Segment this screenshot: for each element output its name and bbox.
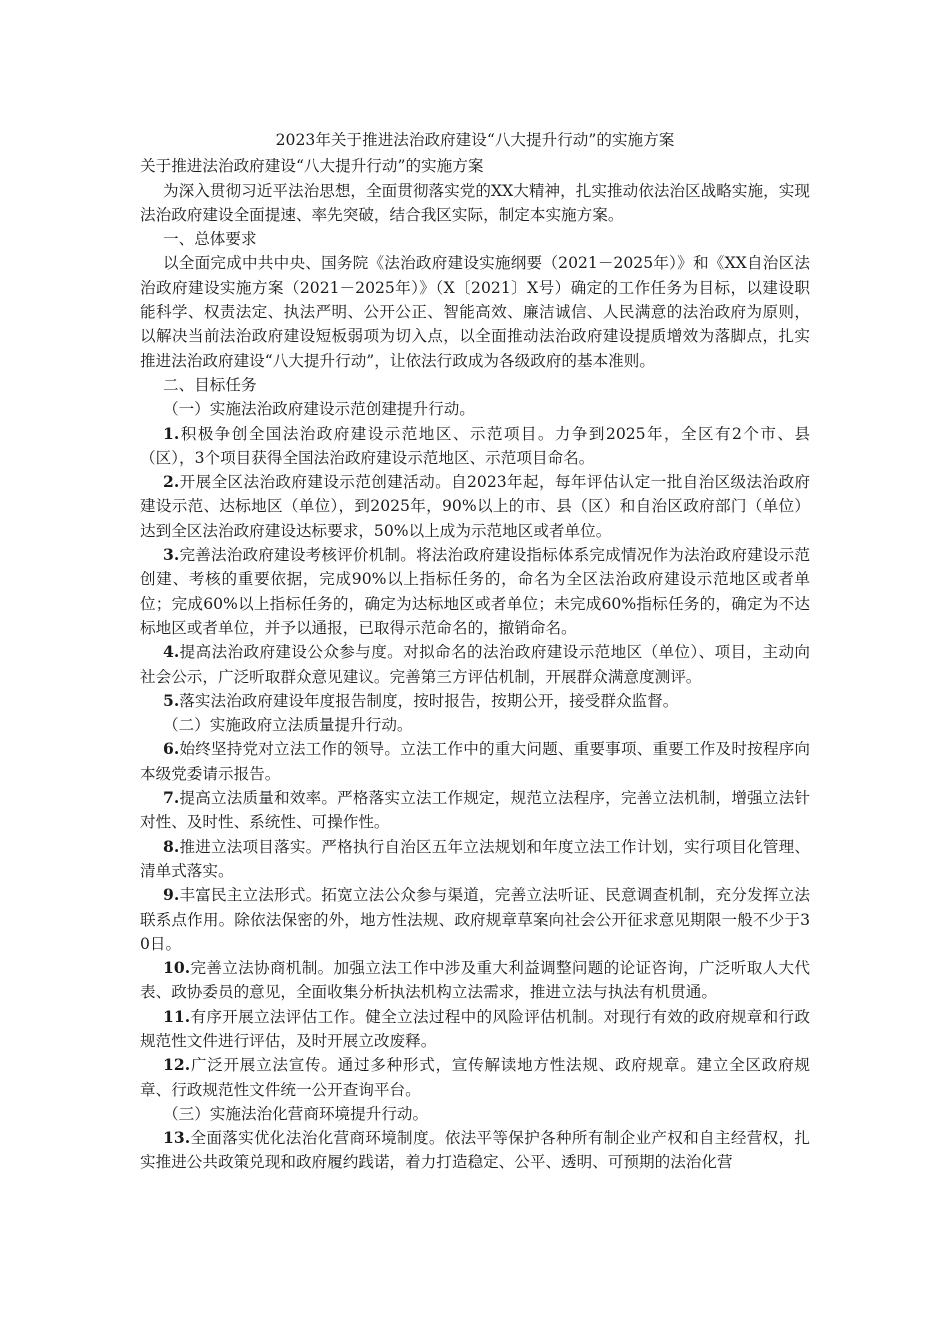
item-number: 1. bbox=[163, 423, 180, 443]
list-item bbox=[140, 470, 810, 543]
section1-heading: 一、总体要求 bbox=[163, 230, 257, 249]
item-number: 6. bbox=[163, 739, 180, 759]
item-text: 开展全区法治政府建设示范创建活动。自2023年起，每年评估认定一批自治区级法治政府建设示范、达标地区（单位），到2025年，90%以上的市、县（区）和自治区政府部门（单位）达到全区法治政府建设达标要求，50%以上成为示范地区或者单位。 bbox=[140, 473, 810, 540]
item-number: 10. bbox=[163, 958, 191, 978]
item-text: 落实法治政府建设年度报告制度，按时报告，按期公开，接受群众监督。 bbox=[179, 691, 679, 710]
list-item bbox=[140, 1005, 810, 1054]
item-text: 全面落实优化法治化营商环境制度。依法平等保护各种所有制企业产权和自主经营权，扎实推进公共政策兑现和政府履约践诺，着力打造稳定、公平、透明、可预期的法治化营 bbox=[140, 1129, 810, 1172]
list-item bbox=[140, 689, 810, 713]
items-group-1 bbox=[140, 422, 810, 714]
section2-heading: 二、目标任务 bbox=[163, 375, 257, 394]
item-number: 11. bbox=[163, 1006, 191, 1026]
items-group-3 bbox=[140, 1126, 810, 1175]
intro-paragraph: 为深入贯彻习近平法治思想，全面贯彻落实党的XX大精神，扎实推动依法治区战略实施，实现法治政府建设全面提速、率先突破，结合我区实际，制定本实施方案。 bbox=[140, 181, 810, 224]
item-text: 完善立法协商机制。加强立法工作中涉及重大利益调整问题的论证咨询，广泛听取人大代表、政协委员的意见，全面收集分析执法机构立法需求，推进立法与执法有机贯通。 bbox=[140, 959, 810, 1002]
subsection2-heading: （二）实施政府立法质量提升行动。 bbox=[163, 716, 413, 735]
list-item bbox=[140, 786, 810, 835]
item-text: 提高法治政府建设公众参与度。对拟命名的法治政府建设示范地区（单位）、项目，主动向社会公示，广泛听取群众意见建议。完善第三方评估机制，开展群众满意度测评。 bbox=[140, 643, 810, 686]
list-item bbox=[140, 956, 810, 1005]
document-title: 2023年关于推进法治政府建设“八大提升行动”的实施方案 bbox=[275, 131, 675, 149]
list-item bbox=[140, 1053, 810, 1102]
list-item bbox=[140, 543, 810, 640]
subsection3-heading: （三）实施法治化营商环境提升行动。 bbox=[163, 1104, 429, 1123]
list-item bbox=[140, 883, 810, 956]
item-number: 12. bbox=[163, 1055, 191, 1075]
item-text: 积极争创全国法治政府建设示范地区、示范项目。力争到2025年，全区有2个市、县（区），3个项目获得全国法治政府建设示范地区、示范项目命名。 bbox=[140, 424, 810, 467]
item-text: 推进立法项目落实。严格执行自治区五年立法规划和年度立法工作计划，实行项目化管理、清单式落实。 bbox=[140, 837, 810, 880]
items-group-2 bbox=[140, 737, 810, 1101]
document-subtitle: 关于推进法治政府建设“八大提升行动”的实施方案 bbox=[140, 157, 484, 176]
section1-body: 以全面完成中共中央、国务院《法治政府建设实施纲要（2021－2025年）》和《XX自治区法治政府建设实施方案（2021－2025年）》（X〔2021〕X号）确定的工作任务为目标，以建设职能科学、权责法定、执法严明、公开公正、智能高效、廉洁诚信、人民满意的法治政府为原则，以解决当前法治政府建设短板弱项为切入点，以全面推动法治政府建设提质增效为落脚点，扎实推进法治政府建设“八大提升行动”，让依法行政成为各级政府的基本准则。 bbox=[140, 254, 810, 370]
list-item bbox=[140, 422, 810, 471]
document-body bbox=[140, 128, 810, 1175]
item-number: 5. bbox=[163, 690, 180, 710]
item-text: 有序开展立法评估工作。健全立法过程中的风险评估机制。对现行有效的政府规章和行政规范性文件进行评估，及时开展立改废释。 bbox=[140, 1007, 810, 1050]
item-text: 丰富民主立法形式。拓宽立法公众参与渠道，完善立法听证、民意调查机制，充分发挥立法联系点作用。除依法保密的外，地方性法规、政府规章草案向社会公开征求意见期限一般不少于30日。 bbox=[140, 886, 810, 953]
item-text: 提高立法质量和效率。严格落实立法工作规定，规范立法程序，完善立法机制，增强立法针对性、及时性、系统性、可操作性。 bbox=[140, 789, 810, 832]
item-text: 完善法治政府建设考核评价机制。将法治政府建设指标体系完成情况作为法治政府建设示范创建、考核的重要依据，完成90%以上指标任务的，命名为全区法治政府建设示范地区或者单位；完成60%以上指标任务的，确定为达标地区或者单位；未完成60%指标任务的，确定为不达标地区或者单位，并予以通报，已取得示范命名的，撤销命名。 bbox=[140, 546, 810, 637]
list-item bbox=[140, 640, 810, 689]
item-text: 始终坚持党对立法工作的领导。立法工作中的重大问题、重要事项、重要工作及时按程序向本级党委请示报告。 bbox=[140, 740, 810, 783]
item-number: 8. bbox=[163, 836, 180, 856]
list-item bbox=[140, 737, 810, 786]
item-number: 7. bbox=[163, 788, 180, 808]
item-text: 广泛开展立法宣传。通过多种形式，宣传解读地方性法规、政府规章。建立全区政府规章、行政规范性文件统一公开查询平台。 bbox=[140, 1056, 810, 1099]
list-item bbox=[140, 835, 810, 884]
list-item bbox=[140, 1126, 810, 1175]
item-number: 3. bbox=[163, 545, 180, 565]
item-number: 13. bbox=[163, 1128, 191, 1148]
item-number: 2. bbox=[163, 472, 180, 492]
item-number: 9. bbox=[163, 885, 180, 905]
subsection1-heading: （一）实施法治政府建设示范创建提升行动。 bbox=[163, 400, 475, 419]
item-number: 4. bbox=[163, 642, 180, 662]
